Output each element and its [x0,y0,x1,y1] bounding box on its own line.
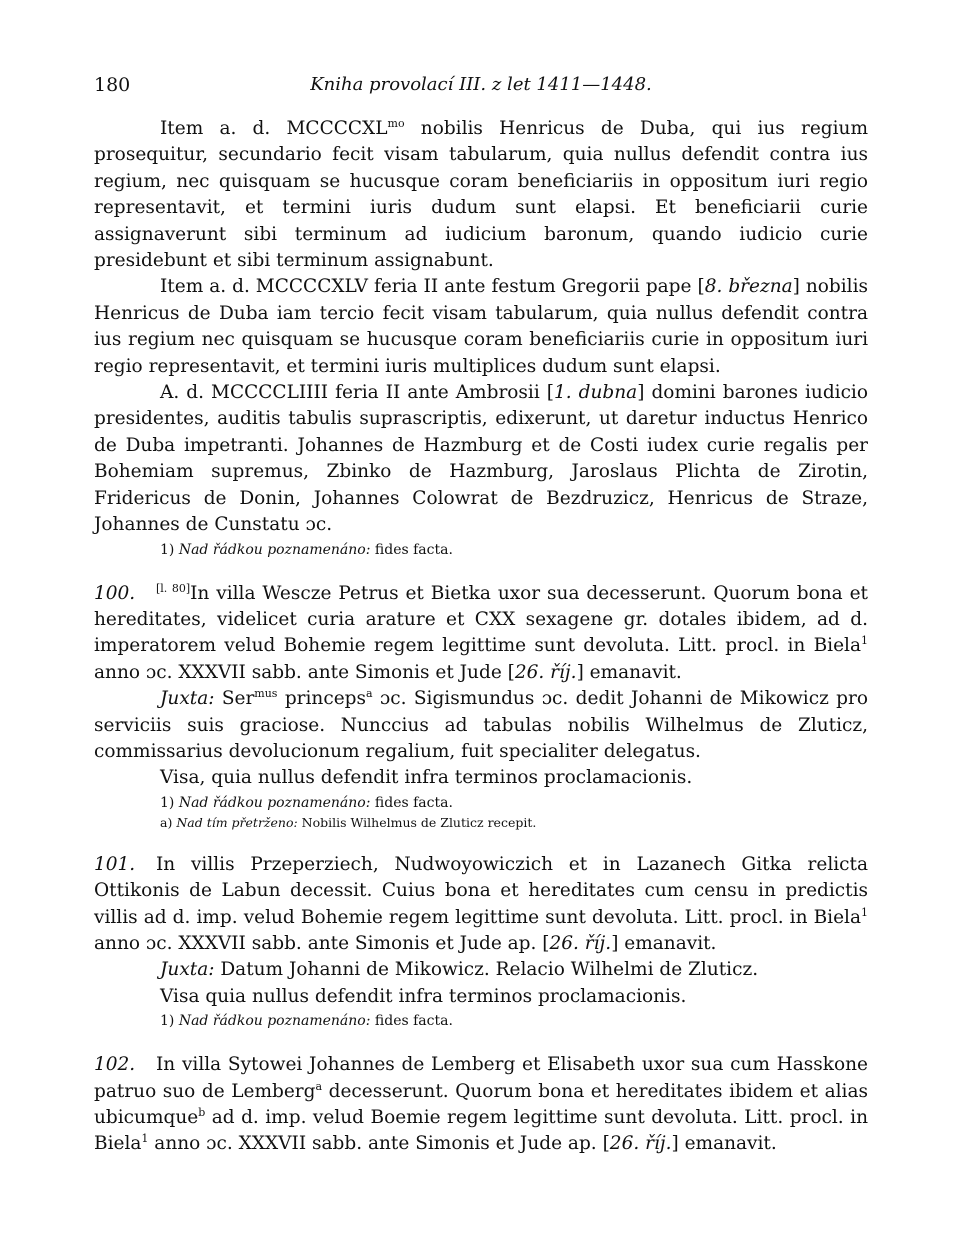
footnote: 1) Nad řádkou poznamenáno: fides facta. [160,1013,453,1030]
paragraph: 102. In villa Sytowei Johannes de Lemberg et Elisabeth uxor sua cum Hasskone patruo suo de Lemberg$^a$ decesserunt. Quorum bona et hereditates ibidem et alias ubicumque$^b$ ad d. imp. velud Boemie regem legittime sunt devoluta. Litt. procl. in Biela$^1$ anno ɔc. XXXVII sabb. ante Simonis et Jude ap. [26. říj.] emanavit. [94,1054,868,1155]
footnote: a) Nad tím přetrženo: Nobilis Wilhelmus de Zluticz recepit. [160,814,537,830]
visa-paragraph: Visa, quia nullus defendit infra terminos proclamacionis. [160,767,693,789]
running-title: Kniha provolací III. z let 1411—1448. [310,74,652,95]
paragraph: 101. In villis Przeperziech, Nudwoyowiczich et in Lazanech Gitka relicta Ottikonis de Labun decessit. Cuius bona et hereditates cum censu in predictis villis ad d. imp. velud Bohemie regem legittime sunt devoluta. Litt. procl. in Biela$^1$ anno ɔc. XXXVII sabb. ante Simonis et Jude ap. [26. říj.] emanavit. [94,853,868,954]
entry-number: 102. [94,1054,136,1076]
juxta-paragraph: Juxta: Ser$^{mus}$ princeps$^a$ ɔc. Sigismundus ɔc. dedit Johanni de Mikowicz pro serviciis suis graciose. Nunccius ad tabulas nobilis Wilhelmus de Zluticz, commissarius devolucionum regalium, fuit specialiter delegatus. [94,687,868,762]
juxta-paragraph: Juxta: Datum Johanni de Mikowicz. Relacio Wilhelmi de Zluticz. [160,959,759,981]
page-header [94,74,868,100]
paragraph: A. d. MCCCCLIIII feria II ante Ambrosii [1. dubna] domini barones iudicio presidentes, auditis tabulis suprascriptis, edixerunt, ut daretur inductus Henrico de Duba impetranti. Johannes de Hazmburg et de Costi iudex curie regalis per Bohemiam supremus, Zbinko de Hazmburg, Jaroslaus Plichta de Zirotin, Fridericus de Donin, Johannes Colowrat de Bezdruzicz, Henricus de Straze, Johannes de Cunstatu ɔc. [94,382,868,536]
entry-number: 100. [94,582,136,604]
paragraph: 100. [l. 80]In villa Wescze Petrus et Bietka uxor sua decesserunt. Quorum bona et hereditates, videlicet curia arature et CXX sexagene gr. dotales ibidem, ad d. imperatorem velud Bohemie regem legittime sunt devoluta. Litt. procl. in Biela$^1$ anno ɔc. XXXVII sabb. ante Simonis et Jude [26. říj.] emanavit. [94,581,868,683]
entry-continuation [94,116,868,561]
footnote: 1) Nad řádkou poznamenáno: fides facta. [160,541,453,558]
entry-100 [94,581,868,832]
footnote: 1) Nad řádkou poznamenáno: fides facta. [160,794,453,811]
entry-number: 101. [94,853,136,875]
entry-101 [94,852,868,1032]
paragraph: Item a. d. $MCCCCXL^{mo}$ nobilis Henricus de Duba, qui ius regium prosequitur, secundario fecit visam tabularum, quia nullus defendit contra ius regium, nec quisquam se hucusque coram beneficiariis in oppositum iuri regio representavit, et termini iuris dudum sunt elapsi. Et beneficiarii curie assignaverunt sibi terminum ad iudicium baronum, quando iudicio curie presidebunt et sibi terminum assignabunt. [94,117,868,272]
folio-marker: [l. 80] [156,581,191,595]
paragraph: Item a. d. MCCCCXLV feria II ante festum Gregorii pape [8. března] nobilis Henricus de Duba iam tercio fecit visam tabularum, quia nullus defendit contra ius regium nec quisquam se hucusque coram beneficiariis curie in oppositum iuri regio representavit, et termini iuris multiplices dudum sunt elapsi. [94,276,868,377]
page-number: 180 [94,74,131,96]
entry-102 [94,1052,868,1158]
visa-paragraph: Visa quia nullus defendit infra terminos proclamacionis. [160,985,687,1007]
page-content [94,116,868,1158]
